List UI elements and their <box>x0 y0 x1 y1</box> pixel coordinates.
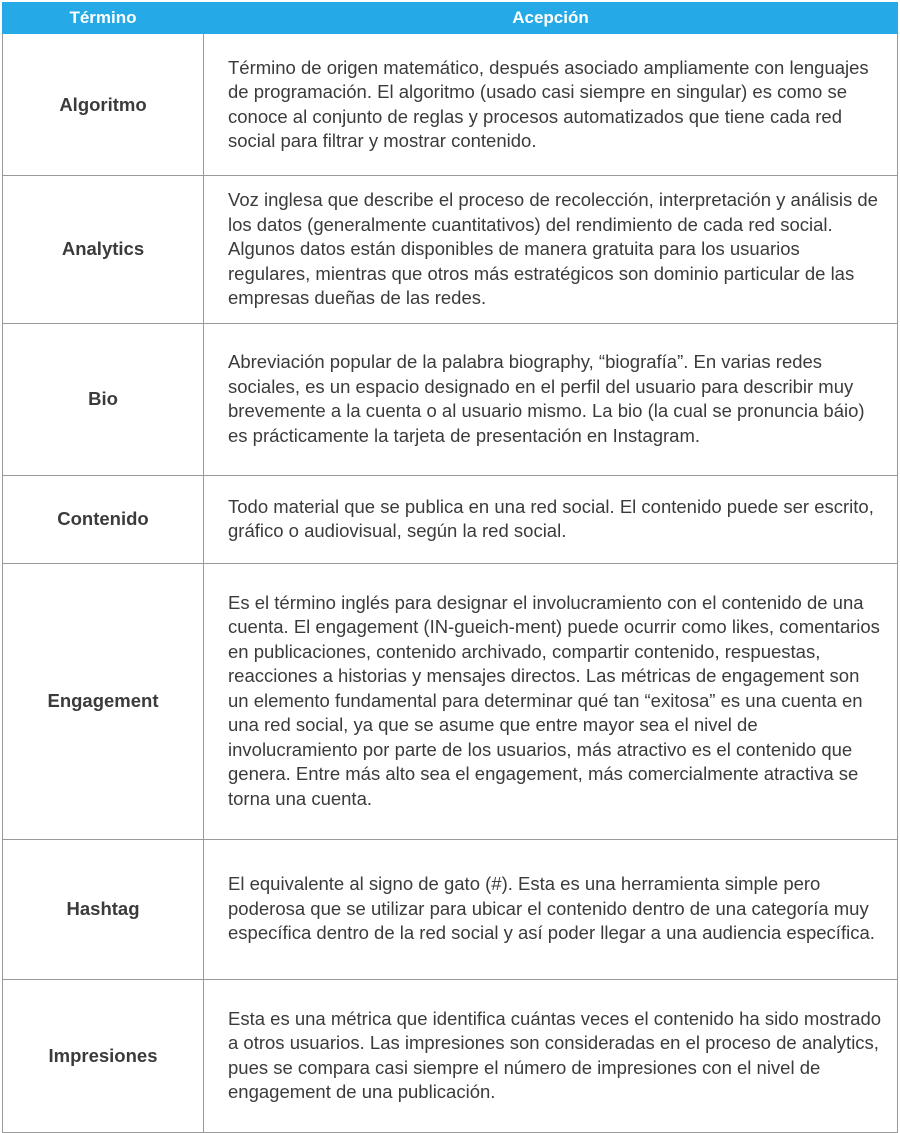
meaning-cell: El equivalente al signo de gato (#). Esta es una herramienta simple pero poderosa que se utilizar para ubicar el contenido dentro de una categoría muy específica dentro de la red social y así poder llegar a una audiencia específica. <box>204 839 898 979</box>
table-row <box>3 563 898 839</box>
term-cell: Engagement <box>3 563 204 839</box>
table-row <box>3 475 898 563</box>
column-header-meaning: Acepción <box>204 3 898 34</box>
term-cell: Contenido <box>3 475 204 563</box>
table-row <box>3 839 898 979</box>
meaning-cell: Esta es una métrica que identifica cuántas veces el contenido ha sido mostrado a otros usuarios. Las impresiones son consideradas en el proceso de analytics, pues se compara casi siempre el número de impresiones con el nivel de engagement de una publicación. <box>204 979 898 1132</box>
term-cell: Impresiones <box>3 979 204 1132</box>
table-row <box>3 323 898 475</box>
table-body <box>3 34 898 1133</box>
column-header-term: Término <box>3 3 204 34</box>
term-cell: Algoritmo <box>3 34 204 176</box>
meaning-cell: Término de origen matemático, después asociado ampliamente con lenguajes de programación. El algoritmo (usado casi siempre en singular) es como se conoce al conjunto de reglas y procesos automatizados que tiene cada red social para filtrar y mostrar contenido. <box>204 34 898 176</box>
table-row <box>3 176 898 324</box>
term-cell: Analytics <box>3 176 204 324</box>
meaning-cell: Voz inglesa que describe el proceso de recolección, interpretación y análisis de los datos (generalmente cuantitativos) del rendimiento de cada red social. Algunos datos están disponibles de manera gratuita para los usuarios regulares, mientras que otros más estratégicos son dominio particular de las empresas dueñas de las redes. <box>204 176 898 324</box>
meaning-cell: Es el término inglés para designar el involucramiento con el contenido de una cuenta. El engagement (IN-gueich-ment) puede ocurrir como likes, comentarios en publicaciones, contenido archivado, compartir contenido, respuestas, reacciones a historias y mensajes directos. Las métricas de engagement son un elemento fundamental para determinar qué tan “exitosa” es una cuenta en una red social, ya que se asume que entre mayor sea el nivel de involucramiento por parte de los usuarios, más atractivo es el contenido que genera. Entre más alto sea el engagement, más comercialmente atractiva se torna una cuenta. <box>204 563 898 839</box>
table-row <box>3 979 898 1132</box>
table-header <box>3 3 898 34</box>
term-cell: Bio <box>3 323 204 475</box>
meaning-cell: Abreviación popular de la palabra biography, “biografía”. En varias redes sociales, es un espacio designado en el perfil del usuario para describir muy brevemente a la cuenta o al usuario mismo. La bio (la cual se pronuncia báio) es prácticamente la tarjeta de presentación en Instagram. <box>204 323 898 475</box>
table-row <box>3 34 898 176</box>
term-cell: Hashtag <box>3 839 204 979</box>
glossary-table <box>2 2 898 1133</box>
meaning-cell: Todo material que se publica en una red social. El contenido puede ser escrito, gráfico o audiovisual, según la red social. <box>204 475 898 563</box>
